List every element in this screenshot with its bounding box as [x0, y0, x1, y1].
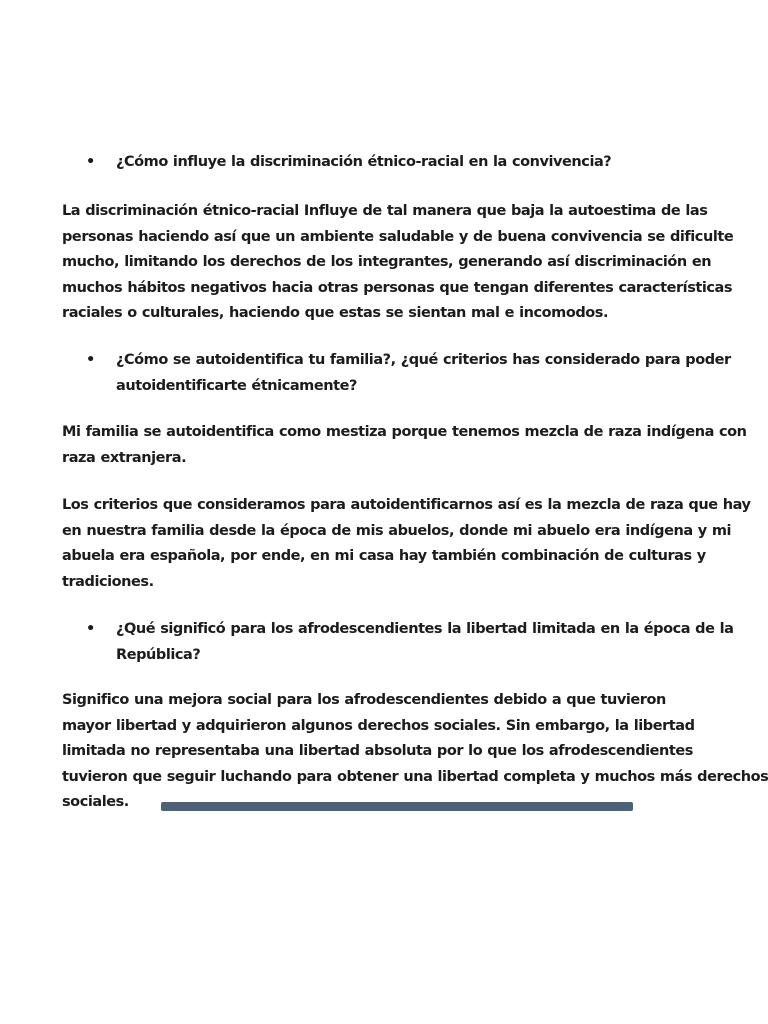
- question-line: República?: [116, 646, 201, 663]
- bullet-point: •: [86, 352, 96, 368]
- text-line: raciales o culturales, haciendo que estas se sientan mal e incomodos.: [62, 305, 609, 321]
- question-2: [116, 348, 731, 399]
- question-line: ¿Qué significó para los afrodescendientes la libertad limitada en la época de la: [116, 621, 734, 637]
- text-line: tradiciones.: [62, 573, 154, 590]
- question-line: autoidentificarte étnicamente?: [116, 377, 357, 394]
- text-line: La discriminación étnico-racial Influye de tal manera que baja la autoestima de las: [62, 203, 708, 219]
- text-line: Significo una mejora social para los afrodescendientes debido a que tuvieron: [62, 692, 666, 708]
- text-line: Los criterios que consideramos para autoidentificarnos así es la mezcla de raza que hay: [62, 497, 751, 513]
- question-line: ¿Cómo se autoidentifica tu familia?, ¿qué criterios has considerado para poder: [116, 352, 731, 368]
- text-line: mucho, limitando los derechos de los integrantes, generando así discriminación en: [62, 254, 712, 270]
- question-line: ¿Cómo influye la discriminación étnico-racial en la convivencia?: [116, 154, 612, 170]
- answer-2-paragraph-2: [62, 493, 751, 595]
- text-line: raza extranjera.: [62, 449, 187, 466]
- bullet-point: •: [86, 154, 96, 170]
- text-line: sociales.: [62, 794, 129, 810]
- bullet-point: •: [86, 621, 96, 637]
- text-line: abuela era española, por ende, en mi casa hay también combinación de culturas y: [62, 548, 706, 564]
- text-line: mayor libertad y adquirieron algunos derechos sociales. Sin embargo, la libertad: [62, 717, 695, 734]
- horizontal-bar: [161, 802, 633, 811]
- text-line: limitada no representaba una libertad absoluta por lo que los afrodescendientes: [62, 743, 693, 759]
- answer-1-paragraph-1: [62, 199, 734, 327]
- text-line: Mi familia se autoidentifica como mestiza porque tenemos mezcla de raza indígena con: [62, 424, 747, 440]
- answer-3-paragraph-1: [62, 688, 768, 816]
- text-line: en nuestra familia desde la época de mis abuelos, donde mi abuelo era indígena y mi: [62, 522, 732, 539]
- text-line: personas haciendo así que un ambiente saludable y de buena convivencia se dificulte: [62, 228, 734, 245]
- answer-2-paragraph-1: [62, 420, 747, 471]
- question-3: [116, 617, 734, 668]
- question-1: [116, 150, 718, 176]
- text-line: muchos hábitos negativos hacia otras personas que tengan diferentes características: [62, 279, 733, 296]
- text-line: tuvieron que seguir luchando para obtener una libertad completa y muchos más derechos: [62, 768, 768, 785]
